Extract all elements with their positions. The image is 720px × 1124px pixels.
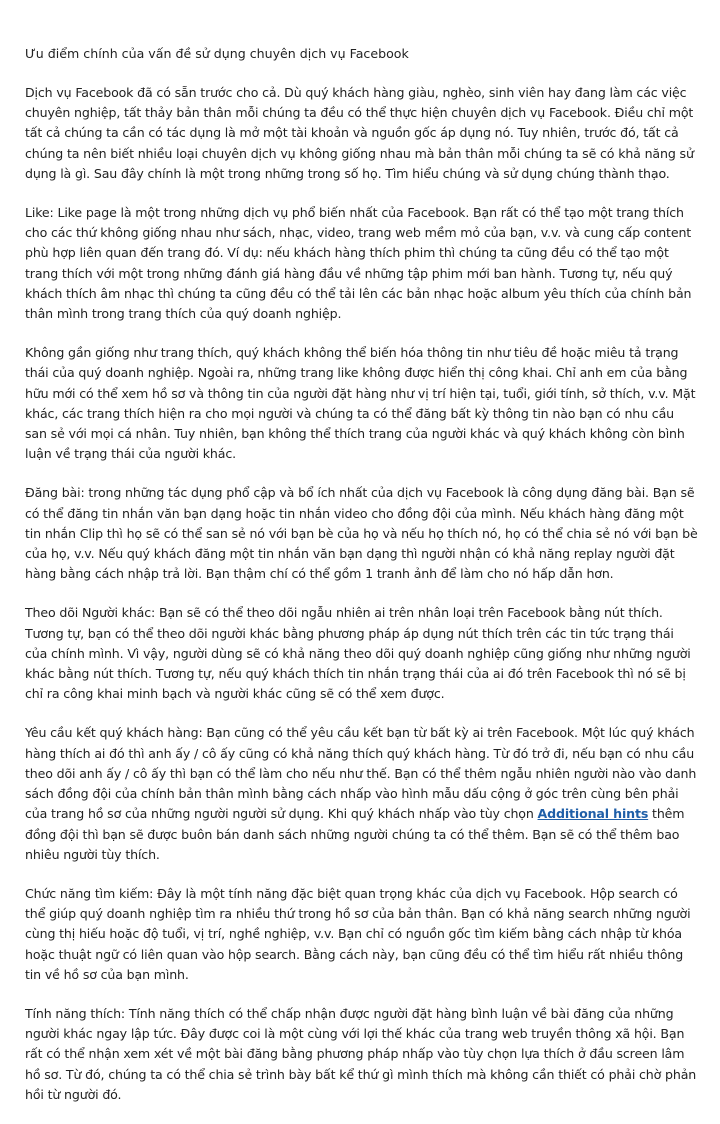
paragraph-intro: Dịch vụ Facebook đã có sẵn trước cho cả. Dù quý khách hàng giàu, nghèo, sinh viên hay đang làm các việc chuyên nghiệp, tất thảy bản thân mỗi chúng ta đều có thể thực hiện chuyên dịch vụ Facebook. Điều chỉ một tất cả chúng ta cần có tác dụng là mở một tài khoản và nguồn gốc áp dụng nó. Tuy nhiên, trước đó, tất cả chúng ta nên biết nhiều loại chuyên dịch vụ không giống nhau mà bản thân mỗi chúng ta sẽ có khả năng sử dụng là gì. Sau đây chính là một trong những trong số họ. Tìm hiểu chúng và sử dụng chúng thành thạo. xyxy=(25,85,694,181)
paragraph-like-page: Không gần giống như trang thích, quý khách không thể biến hóa thông tin như tiêu đề hoặc miêu tả trạng thái của quý doanh nghiệp. Ngoài ra, những trang like không được hiển thị công khai. Chỉ anh em của bằng hữu mới có thể xem hồ sơ và thông tin của người đặt hàng như vị trí hiện tại, tuổi, giới tính, sở thích, v.v. Mặt khác, các trang thích hiện ra cho mọi người và chúng ta có thể đăng bất kỳ thông tin nào bạn có nhu cầu san sẻ với mọi cá nhân. Tuy nhiên, bạn không thể thích trang của người khác và quý khách không còn bình luận về trạng thái của người khác. xyxy=(25,345,696,462)
paragraph-friend-request xyxy=(25,723,699,864)
paragraph-follow: Theo dõi Người khác: Bạn sẽ có thể theo dõi ngẫu nhiên ai trên nhân loại trên Facebook bằng nút thích. Tương tự, bạn có thể theo dõi người khác bằng phương pháp áp dụng nút thích trên các tin tức trạng thái của chính mình. Vì vậy, người dùng sẽ có khả năng theo dõi quý doanh nghiệp cũng giống như những người khác bằng nút thích. Tương tự, nếu quý khách thích tin nhắn trạng thái của ai đó trên Facebook thì nó sẽ bị chỉ ra công khai minh bạch và người khác cũng sẽ có thể xem được. xyxy=(25,605,691,702)
paragraph-search: Chức năng tìm kiếm: Đây là một tính năng đặc biệt quan trọng khác của dịch vụ Facebook. Hộp search có thể giúp quý doanh nghiệp tìm ra nhiều thứ trong hồ sơ của bản thân. Bạn có khả năng search những người cùng thị hiếu hoặc độ tuổi, vị trí, nghề nghiệp, v.v. Bạn chỉ có nguồn gốc tìm kiếm bằng cách nhập từ khóa hoặc thuật ngữ có liên quan vào hộp search. Bằng cách này, bạn cũng đều có thể tìm hiểu rất nhiều thông tin về hồ sơ của bạn mình. xyxy=(25,885,691,982)
paragraph-posting: Đăng bài: trong những tác dụng phổ cập và bổ ích nhất của dịch vụ Facebook là công dụng đăng bài. Bạn sẽ có thể đăng tin nhắn văn bạn dạng hoặc tin nhắn video cho đồng đội của mình. Nếu khách hàng đăng một tin nhắn Clip thì họ sẽ có thể san sẻ nó với bạn bè của họ và nếu họ thích nó, họ có thể chia sẻ nó với bạn bè của họ, v.v. Nếu quý khách đăng một tin nhắn văn bạn dạng thì người nhận có khả năng replay người đặt hàng bằng cách nhập trả lời. Bạn thậm chí có thể gồm 1 tranh ảnh để làm cho nó hấp dẫn hơn. xyxy=(25,485,698,582)
friend-request-text-after: thêm đồng đội thì bạn sẽ được buôn bán danh sách những người chúng ta có thể thêm. Bạn sẽ có thể thêm bao nhiêu người tùy thích. xyxy=(25,806,685,862)
article xyxy=(25,44,699,1124)
paragraph-like: Like: Like page là một trong những dịch vụ phổ biến nhất của Facebook. Bạn rất có thể tạo một trang thích cho các thứ không giống nhau như sách, nhạc, video, trang web mềm mỏ của bạn, v.v. và cung cấp content phù hợp liên quan đến trang đó. Ví dụ: nếu khách hàng thích phim thì chúng ta cũng đều có thể tạo một trang thích với một trong những đánh giá hàng đầu về những tập phim mới ban hành. Tương tự, nếu quý khách thích âm nhạc thì chúng ta cũng đều có thể tải lên các bản nhạc hoặc album yêu thích của chính bản thân mình trong trang thích của quý doanh nghiệp. xyxy=(25,205,692,322)
article-title: Ưu điểm chính của vấn đề sử dụng chuyên dịch vụ Facebook xyxy=(25,46,409,61)
paragraph-like-feature: Tính năng thích: Tính năng thích có thể chấp nhận được người đặt hàng bình luận về bài đăng của những người khác ngay lập tức. Đây được coi là một cùng với lợi thế khác của trang web truyền thông xã hội. Bạn rất có thể nhận xem xét về một bài đăng bằng phương pháp nhấp vào tùy chọn lựa thích ở đầu screen lâm hồ sơ. Từ đó, chúng ta có thể chia sẻ trình bày bất kể thứ gì mình thích mà không cần thiết có phải chờ phản hồi từ người đó. xyxy=(25,1005,697,1102)
friend-request-text-before: Yêu cầu kết quý khách hàng: Bạn cũng có thể yêu cầu kết bạn từ bất kỳ ai trên Facebook. Một lúc quý khách hàng thích ai đó thì anh ấy / cô ấy cũng có khả năng thích quý khách hàng. Từ đó trở đi, nếu bạn có nhu cầu theo dõi anh ấy / cô ấy thì bạn có thể làm cho nếu như thế. Bạn có thể thêm ngẫu nhiên người nào vào danh sách đồng đội của chính bản thân mình bằng cách nhấp vào hình mẫu dấu cộng ở góc trên cùng bên phải của trang hồ sơ của những người người sử dụng. Khi quý khách nhấp vào tùy chọn xyxy=(25,725,697,822)
additional-hints-link[interactable]: Additional hints xyxy=(537,806,649,822)
